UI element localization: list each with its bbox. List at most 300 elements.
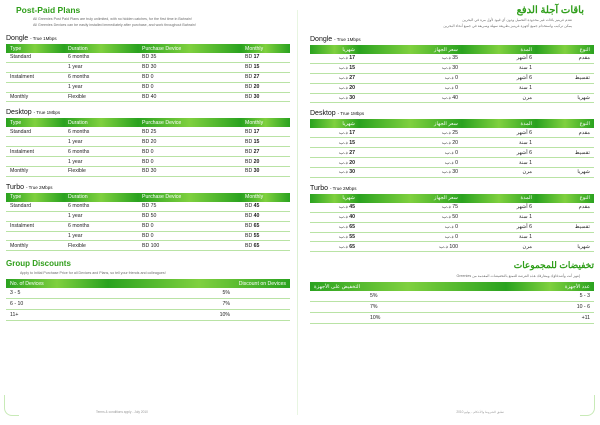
table-cell — [536, 232, 594, 242]
table-row — [310, 73, 594, 83]
monthly-cell — [310, 138, 359, 148]
currency-label: د.ب — [339, 149, 348, 156]
monthly-price: 65 — [349, 243, 355, 250]
table-cell: 1 سنة — [462, 158, 536, 168]
column-header: المدة — [462, 119, 536, 128]
table-cell: BD 100 — [138, 241, 241, 251]
monthly-price: 45 — [349, 204, 355, 211]
table-row — [310, 128, 594, 137]
table-cell: BD 0 — [138, 157, 241, 167]
table-cell: BD 75 — [138, 202, 241, 211]
monthly-price: 17 — [253, 128, 260, 135]
intro-text — [33, 16, 290, 28]
monthly-price: 30 — [349, 95, 355, 101]
discount-cell: 10% — [310, 313, 506, 324]
discount-cell: 5% — [310, 291, 506, 302]
plan-table — [310, 194, 594, 252]
monthly-price: 20 — [349, 159, 355, 166]
table-cell: BD 30 — [138, 167, 241, 177]
device-count-cell: 3 - 5 — [6, 288, 108, 299]
table-cell: مرن — [462, 168, 536, 178]
table-cell: 1 year — [64, 211, 138, 221]
monthly-price: 27 — [253, 148, 260, 155]
monthly-cell — [241, 157, 290, 167]
monthly-price: 30 — [349, 169, 355, 176]
table-row — [6, 53, 290, 62]
table-cell: Flexible — [64, 167, 138, 177]
section-heading — [310, 36, 594, 43]
currency-label: د.ب — [339, 95, 348, 101]
column-header: No. of Devices — [6, 279, 108, 288]
column-header: المدة — [462, 194, 536, 203]
table-cell: Standard — [6, 127, 64, 136]
table-cell: Flexible — [64, 241, 138, 251]
monthly-price: 15 — [349, 65, 355, 72]
column-header: عدد الأجهزة — [506, 282, 594, 291]
table-cell: 6 months — [64, 127, 138, 136]
table-row — [6, 310, 290, 321]
table-cell: 25 د.ب — [359, 128, 462, 137]
currency-label: د.ب — [339, 159, 348, 166]
table-row — [310, 242, 594, 252]
column-header: Purchase Device — [138, 118, 241, 127]
table-row — [6, 202, 290, 211]
plan-table — [310, 119, 594, 177]
group-discounts-title: Group Discounts — [6, 259, 71, 269]
currency-label: د.ب — [339, 243, 348, 250]
table-cell: Instalment — [6, 221, 64, 231]
column-header: Purchase Device — [138, 44, 241, 53]
table-cell: مرن — [462, 242, 536, 252]
monthly-cell — [310, 242, 359, 252]
table-cell: 6 أشهر — [462, 73, 536, 83]
monthly-cell — [241, 241, 290, 251]
table-row — [6, 92, 290, 102]
table-cell: 6 months — [64, 53, 138, 62]
table-row — [6, 82, 290, 92]
monthly-cell — [241, 92, 290, 102]
table-cell: تقسيط — [536, 73, 594, 83]
table-cell: Flexible — [64, 92, 138, 102]
table-cell: تقسيط — [536, 148, 594, 158]
plan-table — [6, 118, 290, 176]
arabic-column: باقات آجلة الدفع تقدم غرينيز باقات غير محدودة التحميل ودون أي قيود لأول مرة في البحرين يمكن تركيب واستخدام جميع أجهزة غرينيز بطريقة سهلة وسريعة في جميع أنحاء البحرين Dongle - True 1Mbps النوع المدة سعر الجهاز شهريا مقدم 6 أشهر 35 د.ب 17 د.ب 1 سنة 30 د.ب 15 د.ب تقسيط 6 أشهر 0 د.ب 27 د.ب 1 سنة 0 د.ب 20 د.ب شهريا مرن 40 د.ب 30 د.ب Desktop - True 1Mbps النوع المدة سعر الجهاز شهريا مقدم 6 أشهر 25 د.ب 17 د.ب 1 سنة 20 د.ب 15 د.ب تقسيط 6 أشهر 0 د.ب 27 د.ب 1 سنة 0 د.ب 20 د.ب شهريا مرن 30 د.ب 30 د.ب Turbo - True 2Mbps النوع المدة سعر الجهاز شهريا مقدم 6 أشهر 75 د.ب 45 د.ب 1 سنة 50 د.ب 40 د.ب تقسيط 6 أشهر 0 د.ب 65 د.ب 1 سنة 0 د.ب 55 د.ب شهريا مرن 100 د.ب 65 د.ب تخفيضات للمجموعات إنتهز أنت وأصدقاؤك ومعارفك هذه الفرصة للتمتع بالتخفيضات المقدمة من Greenies عدد الأجهزة التخفيض على الأجهزة 3 - 5 5% 6 - 10 7% 11+ 10% تطبق الشروط والأحكام - يوليو 2010 — [310, 5, 594, 414]
monthly-price: 20 — [253, 158, 260, 165]
currency-label: د.ب — [339, 129, 348, 136]
monthly-price: 27 — [349, 149, 355, 156]
currency-label: د.ب — [339, 204, 348, 211]
table-cell — [6, 211, 64, 221]
table-row — [6, 62, 290, 72]
currency-label: د.ب — [339, 65, 348, 72]
currency-label: BD — [245, 242, 253, 249]
currency-label: د.ب — [339, 169, 348, 176]
monthly-price: 27 — [253, 74, 260, 81]
table-cell: Instalment — [6, 147, 64, 157]
column-header: Duration — [64, 118, 138, 127]
intro-text-arabic — [310, 17, 572, 29]
monthly-price: 30 — [253, 94, 260, 100]
section-heading — [310, 110, 594, 117]
table-cell: 1 سنة — [462, 232, 536, 242]
table-row — [6, 167, 290, 177]
currency-label: BD — [245, 94, 253, 100]
table-cell: تقسيط — [536, 222, 594, 232]
table-cell: BD 30 — [138, 62, 241, 72]
table-cell: 1 سنة — [462, 138, 536, 148]
group-discount-table — [6, 279, 290, 321]
column-header: سعر الجهاز — [359, 119, 462, 128]
monthly-cell — [310, 168, 359, 178]
column-header: Monthly — [241, 118, 290, 127]
discount-cell: 5% — [108, 288, 290, 299]
table-cell: مقدم — [536, 54, 594, 63]
monthly-cell — [241, 53, 290, 62]
table-cell: 0 د.ب — [359, 232, 462, 242]
currency-label: BD — [245, 203, 253, 210]
currency-label: د.ب — [339, 139, 348, 146]
section-heading — [310, 185, 594, 192]
page-title: Post-Paid Plans — [16, 5, 81, 15]
monthly-cell — [241, 82, 290, 92]
monthly-cell — [241, 211, 290, 221]
table-cell: BD 0 — [138, 147, 241, 157]
table-cell: 0 د.ب — [359, 148, 462, 158]
table-cell: شهريا — [536, 242, 594, 252]
section-name: Dongle — [6, 35, 29, 42]
table-cell — [536, 212, 594, 222]
intro-line: All Greenies Post Paid Plans are truly unlimited, with no hidden catches, for the first time in Bahrain! — [33, 17, 192, 21]
table-cell: Monthly — [6, 241, 64, 251]
group-discounts-intro-arabic: إنتهز أنت وأصدقاؤك ومعارفك هذه الفرصة للتمتع بالتخفيضات المقدمة من Greenies — [456, 274, 580, 279]
currency-label: BD — [245, 158, 253, 165]
table-cell: 0 د.ب — [359, 73, 462, 83]
table-row — [310, 148, 594, 158]
monthly-price: 40 — [349, 214, 355, 221]
table-cell: BD 25 — [138, 127, 241, 136]
currency-label: د.ب — [339, 214, 348, 221]
currency-label: د.ب — [339, 234, 348, 241]
monthly-cell — [310, 158, 359, 168]
column-header: Duration — [64, 44, 138, 53]
device-count-cell: 6 - 10 — [6, 299, 108, 310]
monthly-price: 15 — [349, 139, 355, 146]
group-discounts-title-arabic: تخفيضات للمجموعات — [513, 260, 594, 271]
discount-cell: 10% — [108, 310, 290, 321]
monthly-cell — [310, 212, 359, 222]
monthly-price: 15 — [253, 138, 260, 145]
section-name: Desktop — [310, 110, 336, 118]
monthly-price: 20 — [253, 84, 260, 91]
table-cell: 6 أشهر — [462, 222, 536, 232]
table-cell: 1 سنة — [462, 83, 536, 93]
section-name: Turbo — [6, 183, 25, 191]
currency-label: BD — [245, 64, 253, 71]
column-header: Type — [6, 118, 64, 127]
section-speed: - True 2Mbps — [25, 184, 53, 190]
table-cell: 6 months — [64, 221, 138, 231]
table-cell: Standard — [6, 202, 64, 211]
page-divider — [297, 10, 298, 415]
monthly-cell — [241, 147, 290, 157]
intro-line: تقدم غرينيز باقات غير محدودة التحميل ودون أي قيود لأول مرة في البحرين — [462, 18, 572, 22]
monthly-cell — [241, 231, 290, 241]
plan-table — [6, 193, 290, 251]
column-header: النوع — [536, 45, 594, 54]
column-header: المدة — [462, 45, 536, 54]
table-cell: Monthly — [6, 92, 64, 102]
plan-sections — [6, 35, 290, 251]
column-header: Monthly — [241, 44, 290, 53]
monthly-price: 15 — [253, 64, 260, 71]
table-cell: 50 د.ب — [359, 212, 462, 222]
table-row — [6, 72, 290, 82]
table-cell: 20 د.ب — [359, 138, 462, 148]
monthly-cell — [310, 128, 359, 137]
table-row — [310, 313, 594, 324]
table-cell: BD 0 — [138, 82, 241, 92]
table-cell — [6, 62, 64, 72]
column-header: شهريا — [310, 119, 359, 128]
monthly-cell — [310, 54, 359, 63]
table-row — [310, 203, 594, 212]
table-row — [310, 222, 594, 232]
column-header: شهريا — [310, 45, 359, 54]
table-cell — [536, 63, 594, 73]
discount-cell: 7% — [310, 302, 506, 313]
device-count-cell: 11+ — [6, 310, 108, 321]
column-header: النوع — [536, 119, 594, 128]
table-cell: 6 أشهر — [462, 128, 536, 137]
monthly-cell — [310, 63, 359, 73]
monthly-cell — [241, 167, 290, 177]
table-row — [6, 299, 290, 310]
column-header: Type — [6, 193, 64, 202]
currency-label: BD — [245, 54, 253, 61]
table-cell: شهريا — [536, 93, 594, 103]
table-cell: BD 0 — [138, 231, 241, 241]
table-cell: 1 year — [64, 82, 138, 92]
table-row — [310, 83, 594, 93]
table-cell: 100 د.ب — [359, 242, 462, 252]
currency-label: BD — [245, 223, 253, 230]
table-row — [6, 221, 290, 231]
table-cell: 1 year — [64, 157, 138, 167]
monthly-cell — [310, 83, 359, 93]
currency-label: BD — [245, 84, 253, 91]
table-row — [6, 288, 290, 299]
group-discounts-intro: Apply to Initial Purchase Price for all Devices and Plans, so tell your friends and colleagues! — [20, 271, 166, 276]
table-cell: 0 د.ب — [359, 222, 462, 232]
table-cell: مقدم — [536, 203, 594, 212]
table-cell: 0 د.ب — [359, 158, 462, 168]
table-cell: 6 أشهر — [462, 148, 536, 158]
table-row — [6, 241, 290, 251]
device-count-cell: 3 - 5 — [506, 291, 594, 302]
table-cell: 1 سنة — [462, 212, 536, 222]
table-cell: مرن — [462, 93, 536, 103]
english-column: Post-Paid Plans All Greenies Post Paid Plans are truly unlimited, with no hidden catches, for the first time in Bahrain! All Greenies Devices can be easily installed immediately after purchase, and work throughout Bahrain! Dongle - True 1Mbps Type Duration Purchase Device Monthly Standard 6 months BD 35 BD 17 1 year BD 30 BD 15 Instalment 6 months BD 0 BD 27 1 year BD 0 BD 20 Monthly Flexible BD 40 BD 30 Desktop - True 1Mbps Type Duration Purchase Device Monthly Standard 6 months BD 25 BD 17 1 year BD 20 BD 15 Instalment 6 months BD 0 BD 27 1 year BD 0 BD 20 Monthly Flexible BD 30 BD 30 Turbo - True 2Mbps Type Duration Purchase Device Monthly Standard 6 months BD 75 BD 45 1 year BD 50 BD 40 Instalment 6 months BD 0 BD 65 1 year BD 0 BD 55 Monthly Flexible BD 100 BD 65 Group Discounts Apply to Initial Purchase Price for all Devices and Plans, so tell your friends and colleagues! No. of Devices Discount on Devices 3 - 5 5% 6 - 10 7% 11+ 10% Terms & conditions apply - July 2010 — [6, 0, 290, 321]
plan-sections-arabic — [310, 36, 594, 252]
section-speed: - True 2Mbps — [329, 185, 357, 191]
section-name: Turbo — [310, 184, 329, 192]
section-speed: - True 1Mbps — [30, 36, 57, 41]
currency-label: BD — [245, 74, 253, 81]
table-row — [310, 54, 594, 63]
section-speed: - True 1Mbps — [334, 37, 361, 42]
table-cell — [6, 231, 64, 241]
table-row — [310, 63, 594, 73]
table-cell: مقدم — [536, 128, 594, 137]
currency-label: د.ب — [339, 55, 348, 62]
section-heading — [6, 109, 290, 116]
table-cell — [6, 157, 64, 167]
table-row — [310, 232, 594, 242]
monthly-cell — [310, 222, 359, 232]
discount-cell: 7% — [108, 299, 290, 310]
monthly-cell — [310, 203, 359, 212]
column-header: سعر الجهاز — [359, 45, 462, 54]
table-cell: 6 months — [64, 72, 138, 82]
table-row — [310, 168, 594, 178]
table-row — [6, 127, 290, 136]
monthly-cell — [241, 221, 290, 231]
section-name: Dongle — [310, 36, 333, 43]
monthly-cell — [241, 137, 290, 147]
table-cell: 6 months — [64, 147, 138, 157]
table-cell: Standard — [6, 53, 64, 62]
intro-line: يمكن تركيب واستخدام جميع أجهزة غرينيز بطريقة سهلة وسريعة في جميع أنحاء البحرين — [443, 24, 572, 28]
table-row — [310, 291, 594, 302]
section-heading — [6, 35, 290, 42]
monthly-price: 45 — [253, 203, 260, 210]
table-cell: 6 أشهر — [462, 203, 536, 212]
monthly-price: 17 — [349, 55, 355, 62]
table-cell: 1 year — [64, 62, 138, 72]
monthly-price: 17 — [253, 54, 260, 61]
table-cell: Instalment — [6, 72, 64, 82]
currency-label: BD — [245, 213, 253, 220]
table-cell: شهريا — [536, 168, 594, 178]
page-title-arabic: باقات آجلة الدفع — [516, 5, 584, 16]
monthly-price: 65 — [349, 224, 355, 231]
table-cell — [536, 158, 594, 168]
table-row — [310, 302, 594, 313]
table-cell: BD 0 — [138, 221, 241, 231]
table-cell: BD 35 — [138, 53, 241, 62]
monthly-price: 65 — [253, 242, 260, 249]
section-speed: - True 1Mbps — [337, 111, 365, 117]
monthly-cell — [310, 73, 359, 83]
table-cell: BD 20 — [138, 137, 241, 147]
monthly-cell — [310, 232, 359, 242]
column-header: Discount on Devices — [108, 279, 290, 288]
section-name: Desktop — [6, 109, 32, 117]
currency-label: BD — [245, 138, 253, 145]
table-cell: BD 0 — [138, 72, 241, 82]
table-cell — [536, 83, 594, 93]
group-discount-table-arabic — [310, 282, 594, 324]
table-cell: Monthly — [6, 167, 64, 177]
table-cell: 30 د.ب — [359, 168, 462, 178]
monthly-price: 17 — [349, 129, 355, 136]
table-cell: 40 د.ب — [359, 93, 462, 103]
table-cell — [6, 82, 64, 92]
device-count-cell: 11+ — [506, 313, 594, 324]
column-header: شهريا — [310, 194, 359, 203]
monthly-price: 55 — [253, 233, 260, 240]
table-cell — [536, 138, 594, 148]
table-row — [6, 211, 290, 221]
table-row — [6, 231, 290, 241]
monthly-cell — [241, 202, 290, 211]
table-cell: 0 د.ب — [359, 83, 462, 93]
table-row — [6, 147, 290, 157]
table-cell: 6 أشهر — [462, 54, 536, 63]
corner-frame-left — [4, 395, 19, 416]
plan-table — [310, 45, 594, 103]
monthly-price: 27 — [349, 75, 355, 82]
column-header: التخفيض على الأجهزة — [310, 282, 506, 291]
table-row — [6, 157, 290, 167]
monthly-price: 40 — [253, 213, 260, 220]
table-row — [310, 212, 594, 222]
table-cell: 1 year — [64, 231, 138, 241]
monthly-cell — [310, 148, 359, 158]
monthly-price: 55 — [349, 234, 355, 241]
monthly-cell — [241, 72, 290, 82]
section-speed: - True 1Mbps — [33, 110, 61, 116]
currency-label: BD — [245, 128, 253, 135]
table-row — [310, 158, 594, 168]
corner-frame-right — [580, 395, 595, 416]
table-cell: 30 د.ب — [359, 63, 462, 73]
table-cell: 6 months — [64, 202, 138, 211]
currency-label: د.ب — [339, 75, 348, 82]
monthly-price: 20 — [349, 85, 355, 92]
table-cell: BD 50 — [138, 211, 241, 221]
device-count-cell: 6 - 10 — [506, 302, 594, 313]
monthly-price: 30 — [253, 168, 260, 175]
table-cell: BD 40 — [138, 92, 241, 102]
table-cell — [6, 137, 64, 147]
currency-label: د.ب — [339, 85, 348, 92]
table-row — [310, 138, 594, 148]
currency-label: BD — [245, 168, 253, 175]
column-header: Type — [6, 44, 64, 53]
table-cell: 75 د.ب — [359, 203, 462, 212]
column-header: سعر الجهاز — [359, 194, 462, 203]
plan-table — [6, 44, 290, 102]
monthly-cell — [310, 93, 359, 103]
monthly-cell — [241, 127, 290, 136]
column-header: النوع — [536, 194, 594, 203]
column-header: Monthly — [241, 193, 290, 202]
currency-label: د.ب — [339, 224, 348, 231]
table-cell: 1 year — [64, 137, 138, 147]
column-header: Duration — [64, 193, 138, 202]
section-heading — [6, 184, 290, 191]
intro-line: All Greenies Devices can be easily installed immediately after purchase, and work throughout Bahrain! — [33, 23, 196, 27]
table-row — [6, 137, 290, 147]
column-header: Purchase Device — [138, 193, 241, 202]
table-cell: 35 د.ب — [359, 54, 462, 63]
table-cell: 1 سنة — [462, 63, 536, 73]
monthly-price: 65 — [253, 223, 260, 230]
currency-label: BD — [245, 233, 253, 240]
monthly-cell — [241, 62, 290, 72]
currency-label: BD — [245, 148, 253, 155]
